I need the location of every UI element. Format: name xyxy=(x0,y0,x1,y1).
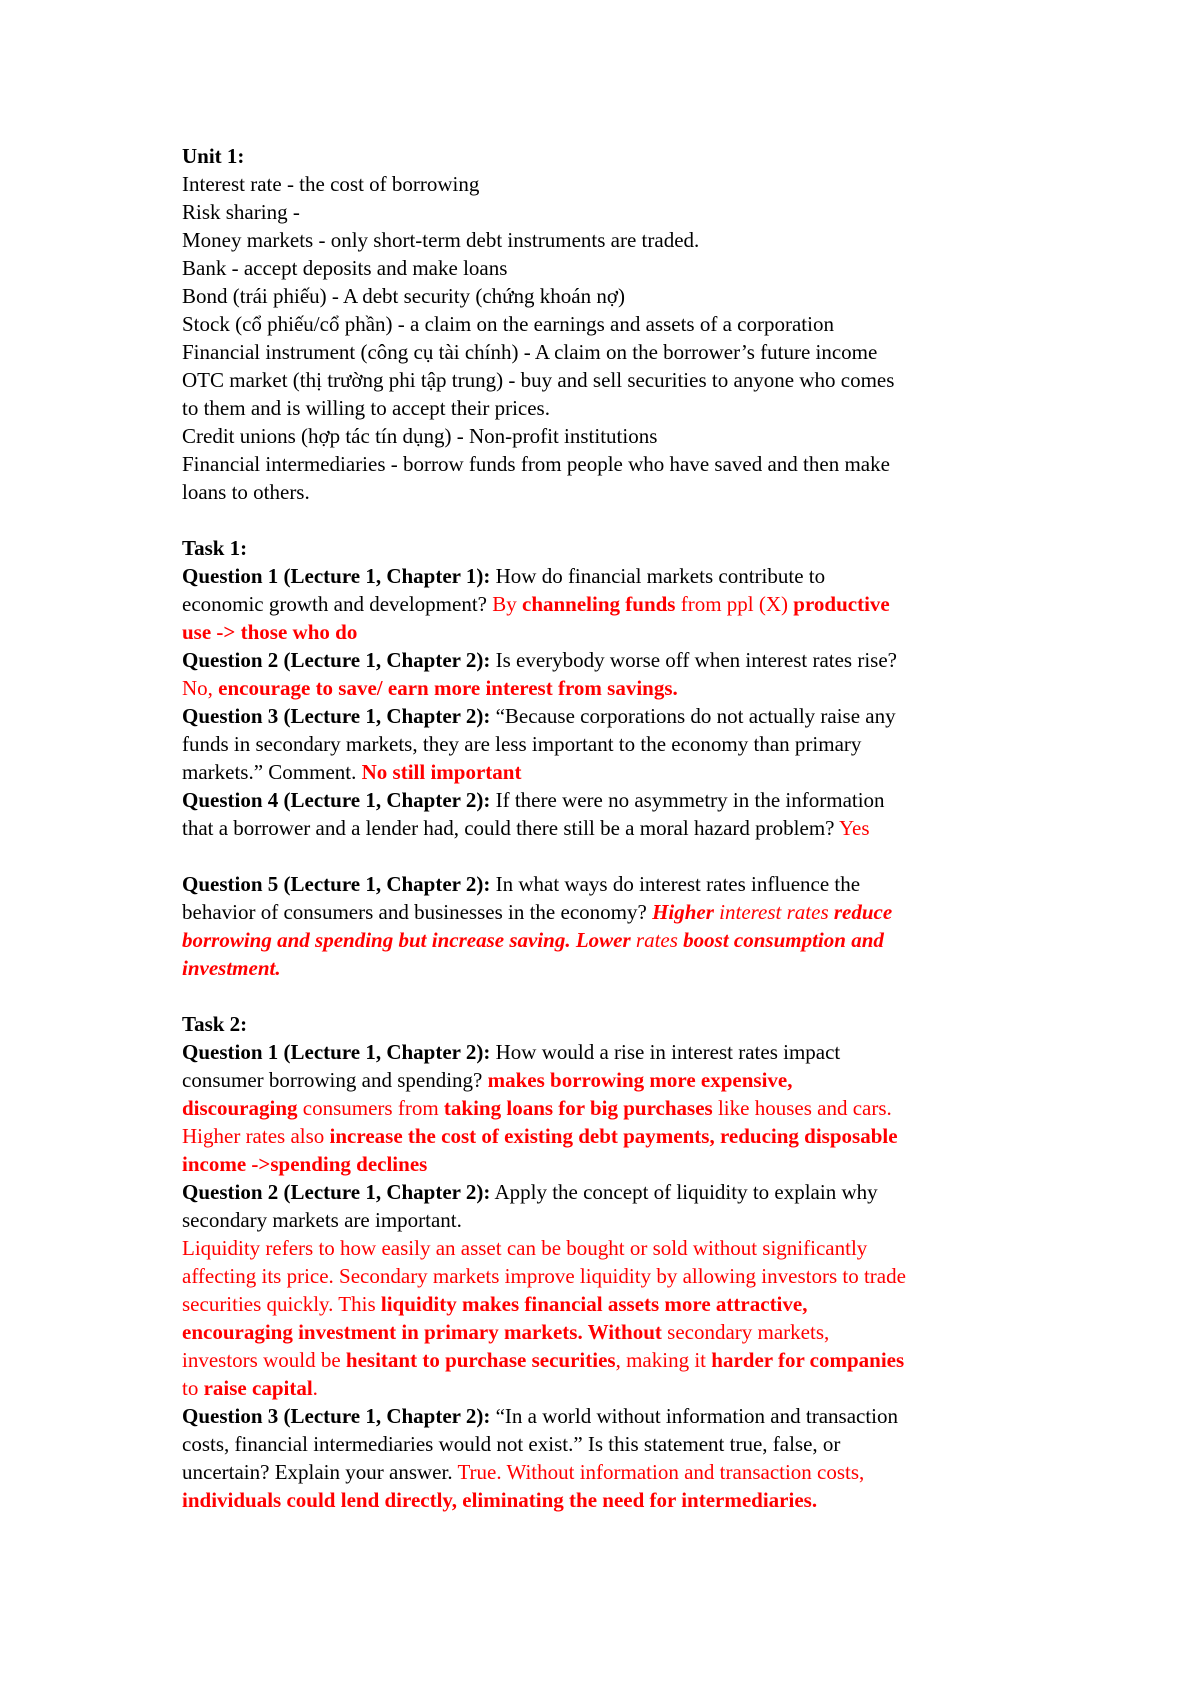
answer-text: makes borrowing more expensive, xyxy=(487,1068,793,1092)
unit1-line: Bond (trái phiếu) - A debt security (chứng khoán nợ) xyxy=(182,284,625,308)
answer-text: secondary markets, xyxy=(661,1320,830,1344)
task2-q3-line xyxy=(182,1402,1062,1430)
answer-text: Higher rates also xyxy=(182,1124,330,1148)
answer-text: consumers from xyxy=(297,1096,444,1120)
task2-q1-answer xyxy=(182,1122,1062,1150)
question-label: Question 1 (Lecture 1, Chapter 2): xyxy=(182,1040,491,1064)
answer-text: boost consumption and xyxy=(683,928,884,952)
answer-text: interest rates xyxy=(713,900,834,924)
question-text: In what ways do interest rates influence the xyxy=(490,872,861,896)
task1-heading: Task 1: xyxy=(182,536,248,560)
spacer xyxy=(182,842,1062,870)
task1-q4-line xyxy=(182,814,1062,842)
task2-q2-answer xyxy=(182,1374,1062,1402)
task1-q1-line xyxy=(182,562,1062,590)
unit1-line: Financial intermediaries - borrow funds from people who have saved and then make xyxy=(182,452,890,476)
task2-q1-line xyxy=(182,1066,1062,1094)
question-label: Question 2 (Lecture 1, Chapter 2): xyxy=(182,1180,491,1204)
task2-q2-answer xyxy=(182,1290,1062,1318)
question-label: Question 4 (Lecture 1, Chapter 2): xyxy=(182,788,491,812)
answer-text: . xyxy=(312,1376,318,1400)
answer-text: harder for companies xyxy=(711,1348,905,1372)
unit1-line: Risk sharing - xyxy=(182,200,300,224)
question-text: behavior of consumers and businesses in the economy? xyxy=(182,900,653,924)
answer-text: hesitant to purchase securities xyxy=(345,1348,616,1372)
question-text: economic growth and development? xyxy=(182,592,493,616)
question-label: Question 3 (Lecture 1, Chapter 2): xyxy=(182,704,491,728)
answer-text: reduce xyxy=(833,900,893,924)
task2-q3-line xyxy=(182,1458,1062,1486)
question-text: If there were no asymmetry in the information xyxy=(490,788,885,812)
question-label: Question 5 (Lecture 1, Chapter 2): xyxy=(182,872,491,896)
task1-q3-line xyxy=(182,758,1062,786)
task1-q3-line xyxy=(182,702,1062,730)
question-text: “Because corporations do not actually raise any xyxy=(490,704,896,728)
question-text: markets.” Comment. xyxy=(182,760,362,784)
answer-text: from ppl (X) xyxy=(675,592,794,616)
unit1-line: loans to others. xyxy=(182,480,310,504)
answer-text: discouraging xyxy=(182,1096,298,1120)
spacer xyxy=(182,506,1062,534)
question-text: Apply the concept of liquidity to explain why xyxy=(490,1180,878,1204)
unit1-line: Credit unions (hợp tác tín dụng) - Non-profit institutions xyxy=(182,424,658,448)
question-text: that a borrower and a lender had, could there still be a moral hazard problem? xyxy=(182,816,839,840)
task2-q3-line: costs, financial intermediaries would not exist.” Is this statement true, false, or xyxy=(182,1432,841,1456)
unit1-line: Money markets - only short-term debt instruments are traded. xyxy=(182,228,700,252)
question-label: Question 2 (Lecture 1, Chapter 2): xyxy=(182,648,491,672)
unit1-line: Stock (cổ phiếu/cổ phần) - a claim on the earnings and assets of a corporation xyxy=(182,312,834,336)
answer-text: increase the cost of existing debt payments, reducing disposable xyxy=(329,1124,898,1148)
task2-q2-line: secondary markets are important. xyxy=(182,1208,462,1232)
task1-q2-answer xyxy=(182,674,1062,702)
task1-q4-line xyxy=(182,786,1062,814)
answer-text: borrowing and spending but increase saving. Lower xyxy=(182,928,631,952)
question-text: consumer borrowing and spending? xyxy=(182,1068,488,1092)
unit1-line: Interest rate - the cost of borrowing xyxy=(182,172,480,196)
answer-text: encourage to save/ earn more interest from savings. xyxy=(218,676,678,700)
task1-q5-line xyxy=(182,898,1062,926)
task2-q2-answer xyxy=(182,1318,1062,1346)
answer-text: rates xyxy=(630,928,684,952)
task1-q5-answer xyxy=(182,926,1062,954)
task1-q5-answer: investment. xyxy=(182,956,281,980)
task1-q1-line xyxy=(182,590,1062,618)
task2-q1-answer: income ->spending declines xyxy=(182,1152,428,1176)
answer-text: By xyxy=(492,592,522,616)
task1-q5-line xyxy=(182,870,1062,898)
answer-text: No, xyxy=(182,676,219,700)
answer-text: liquidity makes financial assets more attractive, xyxy=(380,1292,808,1316)
answer-text: like houses and cars. xyxy=(712,1096,892,1120)
spacer xyxy=(182,982,1062,1010)
question-text: uncertain? Explain your answer. xyxy=(182,1460,458,1484)
answer-text: , making it xyxy=(615,1348,712,1372)
task1-q3-line: funds in secondary markets, they are less important to the economy than primary xyxy=(182,732,862,756)
answer-text: encouraging investment in primary markets. Without xyxy=(182,1320,662,1344)
answer-text: securities quickly. This xyxy=(182,1292,381,1316)
task2-q2-answer: Liquidity refers to how easily an asset can be bought or sold without significantly xyxy=(182,1236,868,1260)
task2-heading: Task 2: xyxy=(182,1012,248,1036)
question-label: Question 3 (Lecture 1, Chapter 2): xyxy=(182,1404,491,1428)
question-text: Is everybody worse off when interest rates rise? xyxy=(490,648,897,672)
task2-q2-answer: affecting its price. Secondary markets improve liquidity by allowing investors to trade xyxy=(182,1264,906,1288)
question-text: How would a rise in interest rates impact xyxy=(490,1040,841,1064)
task1-q1-answer: use -> those who do xyxy=(182,620,358,644)
answer-text: taking loans for big purchases xyxy=(443,1096,713,1120)
question-text: How do financial markets contribute to xyxy=(490,564,826,588)
task2-q3-answer: individuals could lend directly, eliminating the need for intermediaries. xyxy=(182,1488,818,1512)
answer-text: investors would be xyxy=(182,1348,346,1372)
task2-q2-line xyxy=(182,1178,1062,1206)
task2-q1-answer xyxy=(182,1094,1062,1122)
answer-text: raise capital xyxy=(203,1376,313,1400)
answer-text: Higher xyxy=(652,900,714,924)
unit1-line: to them and is willing to accept their prices. xyxy=(182,396,550,420)
answer-text: Yes xyxy=(838,816,870,840)
task2-q2-answer xyxy=(182,1346,1062,1374)
answer-text: No still important xyxy=(361,760,522,784)
answer-text: channeling funds xyxy=(522,592,676,616)
unit1-line: Bank - accept deposits and make loans xyxy=(182,256,508,280)
unit1-line: Financial instrument (công cụ tài chính) - A claim on the borrower’s future income xyxy=(182,340,878,364)
unit1-heading: Unit 1: xyxy=(182,144,245,168)
answer-text: to xyxy=(182,1376,204,1400)
question-label: Question 1 (Lecture 1, Chapter 1): xyxy=(182,564,491,588)
task1-q2-line xyxy=(182,646,1062,674)
document-body xyxy=(182,142,1062,1514)
unit1-line: OTC market (thị trường phi tập trung) - buy and sell securities to anyone who comes xyxy=(182,368,895,392)
question-text: “In a world without information and transaction xyxy=(490,1404,899,1428)
answer-text: productive xyxy=(793,592,890,616)
answer-text: True. Without information and transaction costs, xyxy=(457,1460,865,1484)
task2-q1-line xyxy=(182,1038,1062,1066)
